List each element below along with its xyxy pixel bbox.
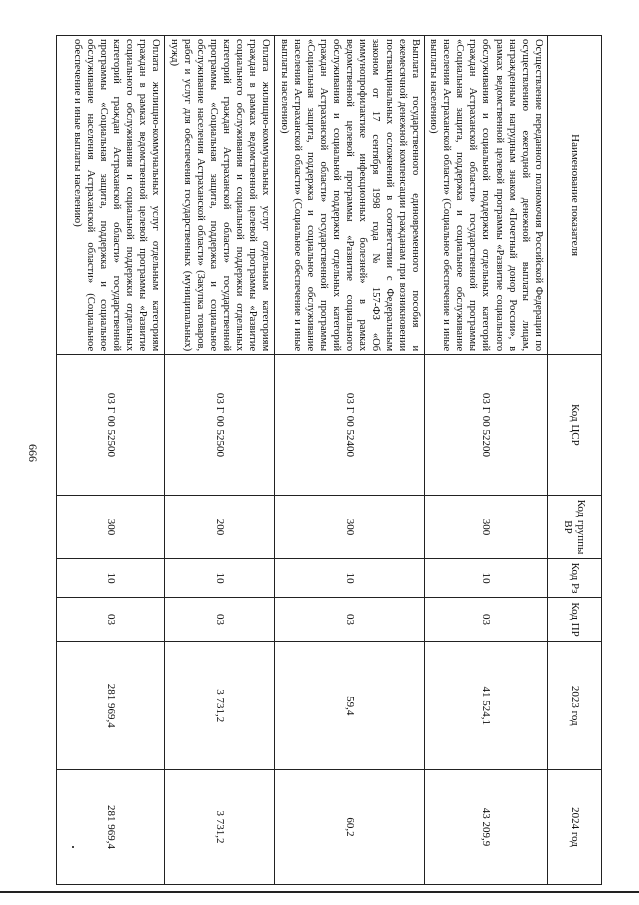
row-csr: 03 Г 00 52400	[275, 355, 424, 495]
rotated-table-area	[71, 35, 602, 885]
row-vr: 300	[424, 495, 547, 559]
row-2024: 3 731,2	[165, 770, 275, 885]
row-name: Оплата жилищно-коммунальных услуг отдельным категориям граждан в рамках ведомственной целевой программы «Развитие социального обслуживания и социальной поддержки отдельных категорий граждан Астраханской области» государственной программы «Социальная защита, поддержка и социальное обслуживание населения Астраханской области» (Закупка товаров, работ и услуг для обеспечения государственных (муниципальных) нужд)	[165, 36, 275, 355]
table-row	[275, 36, 424, 885]
header-2024: 2024 год	[548, 770, 602, 885]
row-rz: 10	[57, 559, 165, 597]
row-vr: 200	[165, 495, 275, 559]
header-row	[548, 36, 602, 885]
header-2023: 2023 год	[548, 642, 602, 770]
table-row	[57, 36, 165, 885]
row-pr: 03	[275, 597, 424, 642]
row-2024: 281 969,4	[57, 770, 165, 885]
row-csr: 03 Г 00 52200	[424, 355, 547, 495]
table-row	[424, 36, 547, 885]
row-name: Осуществление переданного полномочия Российской Федерации по осуществлению ежегодной денежной выплаты лицам, награжденным нагрудным знаком «Почетный донор России», в рамках ведомственной целевой программы «Развитие социального обслуживания и социальной поддержки отдельных категорий граждан Астраханской области» государственной программы «Социальная защита, поддержка и социальное обслуживание населения Астраханской области» (Социальное обеспечение и иные выплаты населению)	[424, 36, 547, 355]
row-vr: 300	[57, 495, 165, 559]
row-csr: 03 Г 00 52500	[165, 355, 275, 495]
row-2023: 59,4	[275, 642, 424, 770]
row-pr: 03	[165, 597, 275, 642]
table-row	[165, 36, 275, 885]
row-rz: 10	[275, 559, 424, 597]
budget-table	[57, 35, 603, 885]
scan-edge-line	[0, 891, 639, 893]
page-number: 666	[26, 444, 40, 462]
header-csr: Код ЦСР	[548, 355, 602, 495]
header-name: Наименование показателя	[548, 36, 602, 355]
row-2023: 3 731,2	[165, 642, 275, 770]
row-pr: 03	[424, 597, 547, 642]
row-rz: 10	[165, 559, 275, 597]
scan-artifact-dot	[72, 846, 74, 848]
row-name: Оплата жилищно-коммунальных услуг отдельным категориям граждан в рамках ведомственной целевой программы «Развитие социального обслуживания и социальной поддержки отдельных категорий граждан Астраханской области» государственной программы «Социальная защита, поддержка и социальное обслуживание населения Астраханской области» (Социальное обеспечение и иные выплаты населению)	[57, 36, 165, 355]
header-pr: Код ПР	[548, 597, 602, 642]
row-2023: 41 524,1	[424, 642, 547, 770]
row-rz: 10	[424, 559, 547, 597]
row-name: Выплата государственного единовременного пособия и ежемесячной денежной компенсации гражданам при возникновении поствакцинальных осложнений в соответствии с Федеральным законом от 17 сентября 1998 года № 157-ФЗ «Об иммунопрофилактике инфекционных болезней» в рамках ведомственной целевой программы «Развитие социального обслуживания и социальной поддержки отдельных категорий граждан Астраханской области» государственной программы «Социальная защита, поддержка и социальное обслуживание населения Астраханской области» (Социальное обеспечение и иные выплаты населению)	[275, 36, 424, 355]
row-2024: 43 209,9	[424, 770, 547, 885]
row-2023: 281 969,4	[57, 642, 165, 770]
row-pr: 03	[57, 597, 165, 642]
row-vr: 300	[275, 495, 424, 559]
header-vr: Код группы ВР	[548, 495, 602, 559]
header-rz: Код Рз	[548, 559, 602, 597]
row-2024: 60,2	[275, 770, 424, 885]
row-csr: 03 Г 00 52500	[57, 355, 165, 495]
